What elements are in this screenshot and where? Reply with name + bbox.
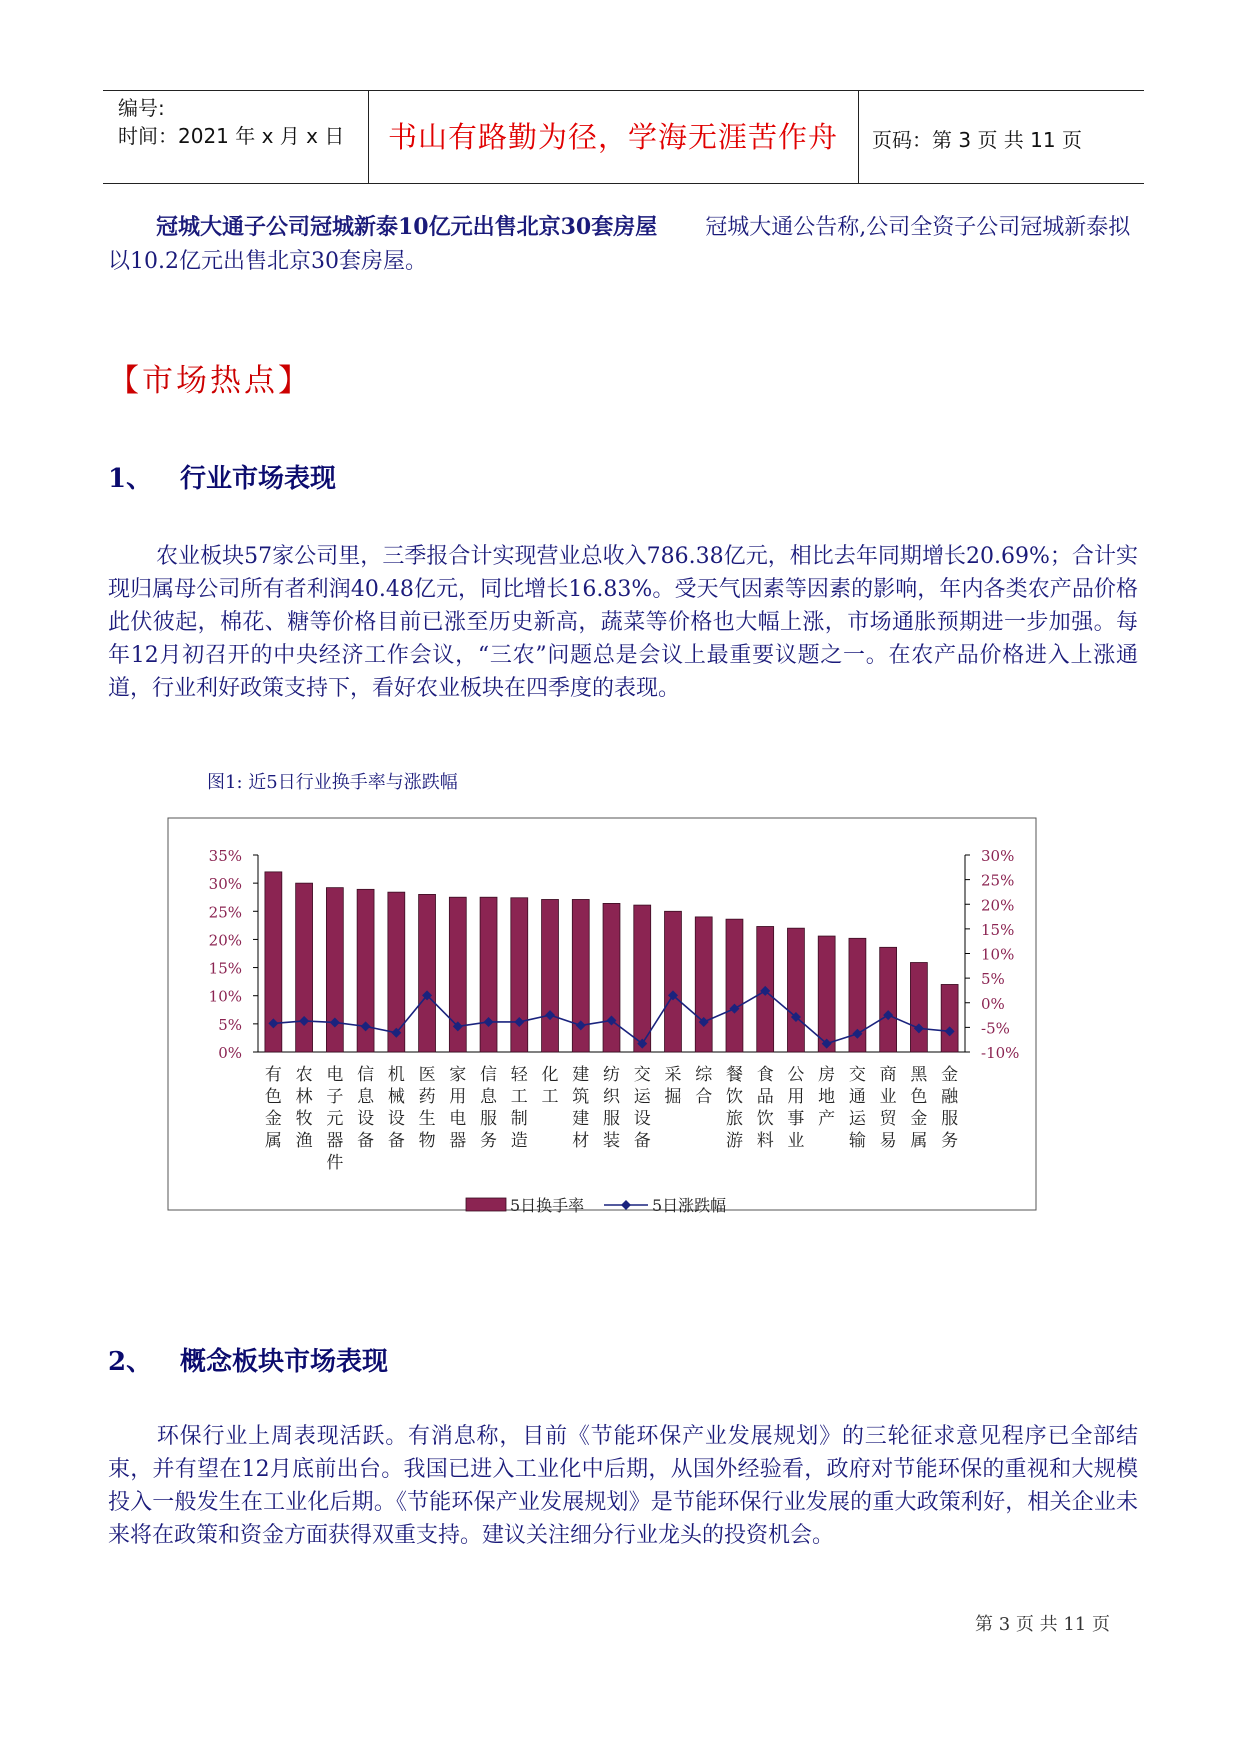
line-change-point: [699, 1017, 709, 1027]
category-label: 医药生物: [418, 1065, 436, 1151]
category-label: 轻工制造: [510, 1065, 528, 1151]
news-item: [108, 210, 1138, 279]
legend-line-label: 5日涨跌幅: [652, 1196, 727, 1215]
category-label: 农林牧渔: [295, 1065, 313, 1151]
category-label: 化工: [541, 1065, 559, 1107]
section-2-text: 环保行业上周表现活跃。有消息称，目前《节能环保产业发展规划》的三轮征求意见程序已全部结束，并有望在12月底前出台。我国已进入工业化中后期，从国外经验看，政府对节能环保的重视和大规模投入一般发生在工业化后期。《节能环保产业发展规划》是节能环保行业发展的重大政策利好，相关企业未来将在政策和资金方面获得双重支持。建议关注细分行业龙头的投资机会。: [108, 1424, 1138, 1548]
category-label: 采掘: [664, 1065, 682, 1107]
page-footer: 第 3 页 共 11 页: [975, 1614, 1110, 1635]
right-tick-label: -5%: [981, 1019, 1010, 1038]
bar-turnover: [419, 894, 436, 1052]
header-top-rule: [103, 90, 1144, 91]
category-label: 机械设备: [387, 1065, 405, 1151]
line-change-point: [791, 1012, 801, 1022]
line-change-point: [545, 1010, 555, 1020]
line-change-point: [637, 1039, 647, 1049]
right-tick-label: 15%: [981, 920, 1015, 939]
left-tick-label: 10%: [208, 987, 242, 1006]
line-change-point: [576, 1020, 586, 1030]
legend-line-marker: [621, 1200, 631, 1210]
category-label: 交运设备: [633, 1065, 651, 1151]
bar-turnover: [695, 917, 712, 1052]
line-change-point: [914, 1023, 924, 1033]
line-change-point: [822, 1039, 832, 1049]
bar-turnover: [726, 919, 743, 1052]
bar-turnover: [480, 897, 497, 1052]
section-2-paragraph: [108, 1420, 1138, 1552]
right-tick-label: 10%: [981, 945, 1015, 964]
bar-turnover: [388, 892, 405, 1052]
bar-turnover: [849, 938, 866, 1052]
section-2-number: 2、: [108, 1347, 153, 1377]
line-change-point: [361, 1021, 371, 1031]
category-label: 信息服务: [480, 1065, 498, 1151]
header-time-label: 时间：2021 年 x 月 x 日: [118, 124, 345, 148]
category-label: 公用事业: [787, 1065, 805, 1151]
section-1-text: 农业板块57家公司里，三季报合计实现营业总收入786.38亿元，相比去年同期增长20.69%；合计实现归属母公司所有者利润40.48亿元，同比增长16.83%。受天气因素等因素的影响，年内各类农产品价格此伏彼起，棉花、糖等价格目前已涨至历史新高，蔬菜等价格也大幅上涨，市场通胀预期进一步加强。每年12月初召开的中央经济工作会议，“三农”问题总是会议上最重要议题之一。在农产品价格进入上涨通道，行业利好政策支持下，看好农业板块在四季度的表现。: [108, 544, 1138, 701]
category-label: 综合: [695, 1065, 713, 1107]
category-label: 黑色金属: [910, 1065, 928, 1151]
left-tick-label: 20%: [208, 931, 242, 950]
line-change-point: [852, 1029, 862, 1039]
chart-border: [168, 818, 1036, 1210]
line-change-point: [668, 990, 678, 1000]
category-label: 餐饮旅游: [725, 1065, 743, 1151]
category-label: 金融服务: [941, 1065, 959, 1151]
category-label: 食品饮料: [756, 1065, 774, 1151]
category-label: 房地产: [818, 1065, 836, 1129]
bar-turnover: [787, 928, 804, 1052]
bar-turnover: [941, 984, 958, 1052]
category-label: 交通运输: [848, 1065, 866, 1151]
section-2-title: 概念板块市场表现: [180, 1347, 389, 1377]
bar-turnover: [634, 905, 651, 1052]
right-tick-label: 25%: [981, 871, 1015, 890]
bar-turnover: [603, 903, 620, 1052]
line-change-point: [391, 1028, 401, 1038]
right-tick-label: -10%: [981, 1044, 1020, 1062]
line-change-point: [268, 1018, 278, 1028]
section-1-number: 1、: [108, 464, 153, 494]
header-number-label: 编号:: [118, 96, 165, 120]
figure-1-caption: 图1: 近5日行业换手率与涨跌幅: [207, 772, 458, 793]
legend-bar-swatch: [466, 1198, 506, 1211]
line-change-point: [607, 1015, 617, 1025]
bar-turnover: [665, 911, 682, 1052]
line-change-series: [273, 991, 949, 1044]
line-change-point: [330, 1017, 340, 1027]
category-label: 家用电器: [449, 1065, 467, 1151]
line-change-point: [453, 1021, 463, 1031]
right-tick-label: 5%: [981, 970, 1005, 989]
bar-turnover: [910, 963, 927, 1052]
bar-turnover: [757, 926, 774, 1052]
right-tick-label: 20%: [981, 896, 1015, 915]
left-tick-label: 35%: [208, 847, 242, 865]
header-motto: 书山有路勤为径，学海无涯苦作舟: [387, 120, 838, 154]
bar-turnover: [449, 897, 466, 1052]
section-1-heading: [108, 458, 336, 495]
category-label: 电子元器件: [326, 1065, 344, 1173]
bar-turnover: [265, 872, 282, 1052]
section-2-heading: [108, 1341, 388, 1378]
header-bottom-rule: [103, 183, 1144, 184]
section-1-title: 行业市场表现: [180, 464, 337, 494]
right-tick-label: 0%: [981, 994, 1005, 1013]
left-tick-label: 25%: [208, 903, 242, 922]
right-tick-label: 30%: [981, 847, 1015, 865]
line-change-point: [760, 986, 770, 996]
line-change-point: [299, 1016, 309, 1026]
bar-turnover: [542, 899, 559, 1052]
news-body: 冠城大通公告称,公司全资子公司冠城新泰拟以10.2亿元出售北京30套房屋。: [108, 215, 1131, 274]
category-label: 信息设备: [357, 1065, 375, 1151]
market-hot-heading: 【市场热点】: [108, 363, 312, 399]
category-label: 建筑建材: [572, 1065, 590, 1151]
bar-turnover: [572, 899, 589, 1052]
section-1-paragraph: [108, 540, 1138, 705]
category-label: 商业贸易: [879, 1065, 897, 1151]
line-change-point: [883, 1010, 893, 1020]
line-change-point: [514, 1017, 524, 1027]
line-change-point: [422, 990, 432, 1000]
left-tick-label: 30%: [208, 875, 242, 894]
left-tick-label: 15%: [208, 959, 242, 978]
line-change-point: [729, 1004, 739, 1014]
bar-turnover: [880, 947, 897, 1052]
bar-turnover: [357, 889, 374, 1052]
bar-turnover: [296, 883, 313, 1052]
left-tick-label: 0%: [218, 1044, 242, 1062]
bar-turnover: [818, 936, 835, 1052]
news-title: 冠城大通子公司冠城新泰10亿元出售北京30套房屋: [156, 214, 658, 240]
left-tick-label: 5%: [218, 1015, 242, 1034]
bar-turnover: [326, 888, 343, 1052]
line-change-point: [945, 1026, 955, 1036]
legend-bar-label: 5日换手率: [510, 1196, 585, 1215]
header-page-label: 页码：第 3 页 共 11 页: [872, 128, 1082, 152]
category-label: 有色金属: [264, 1065, 282, 1151]
header-divider-right: [858, 90, 859, 183]
category-label: 纺织服装: [603, 1065, 620, 1151]
line-change-point: [484, 1017, 494, 1027]
bar-turnover: [511, 898, 528, 1052]
